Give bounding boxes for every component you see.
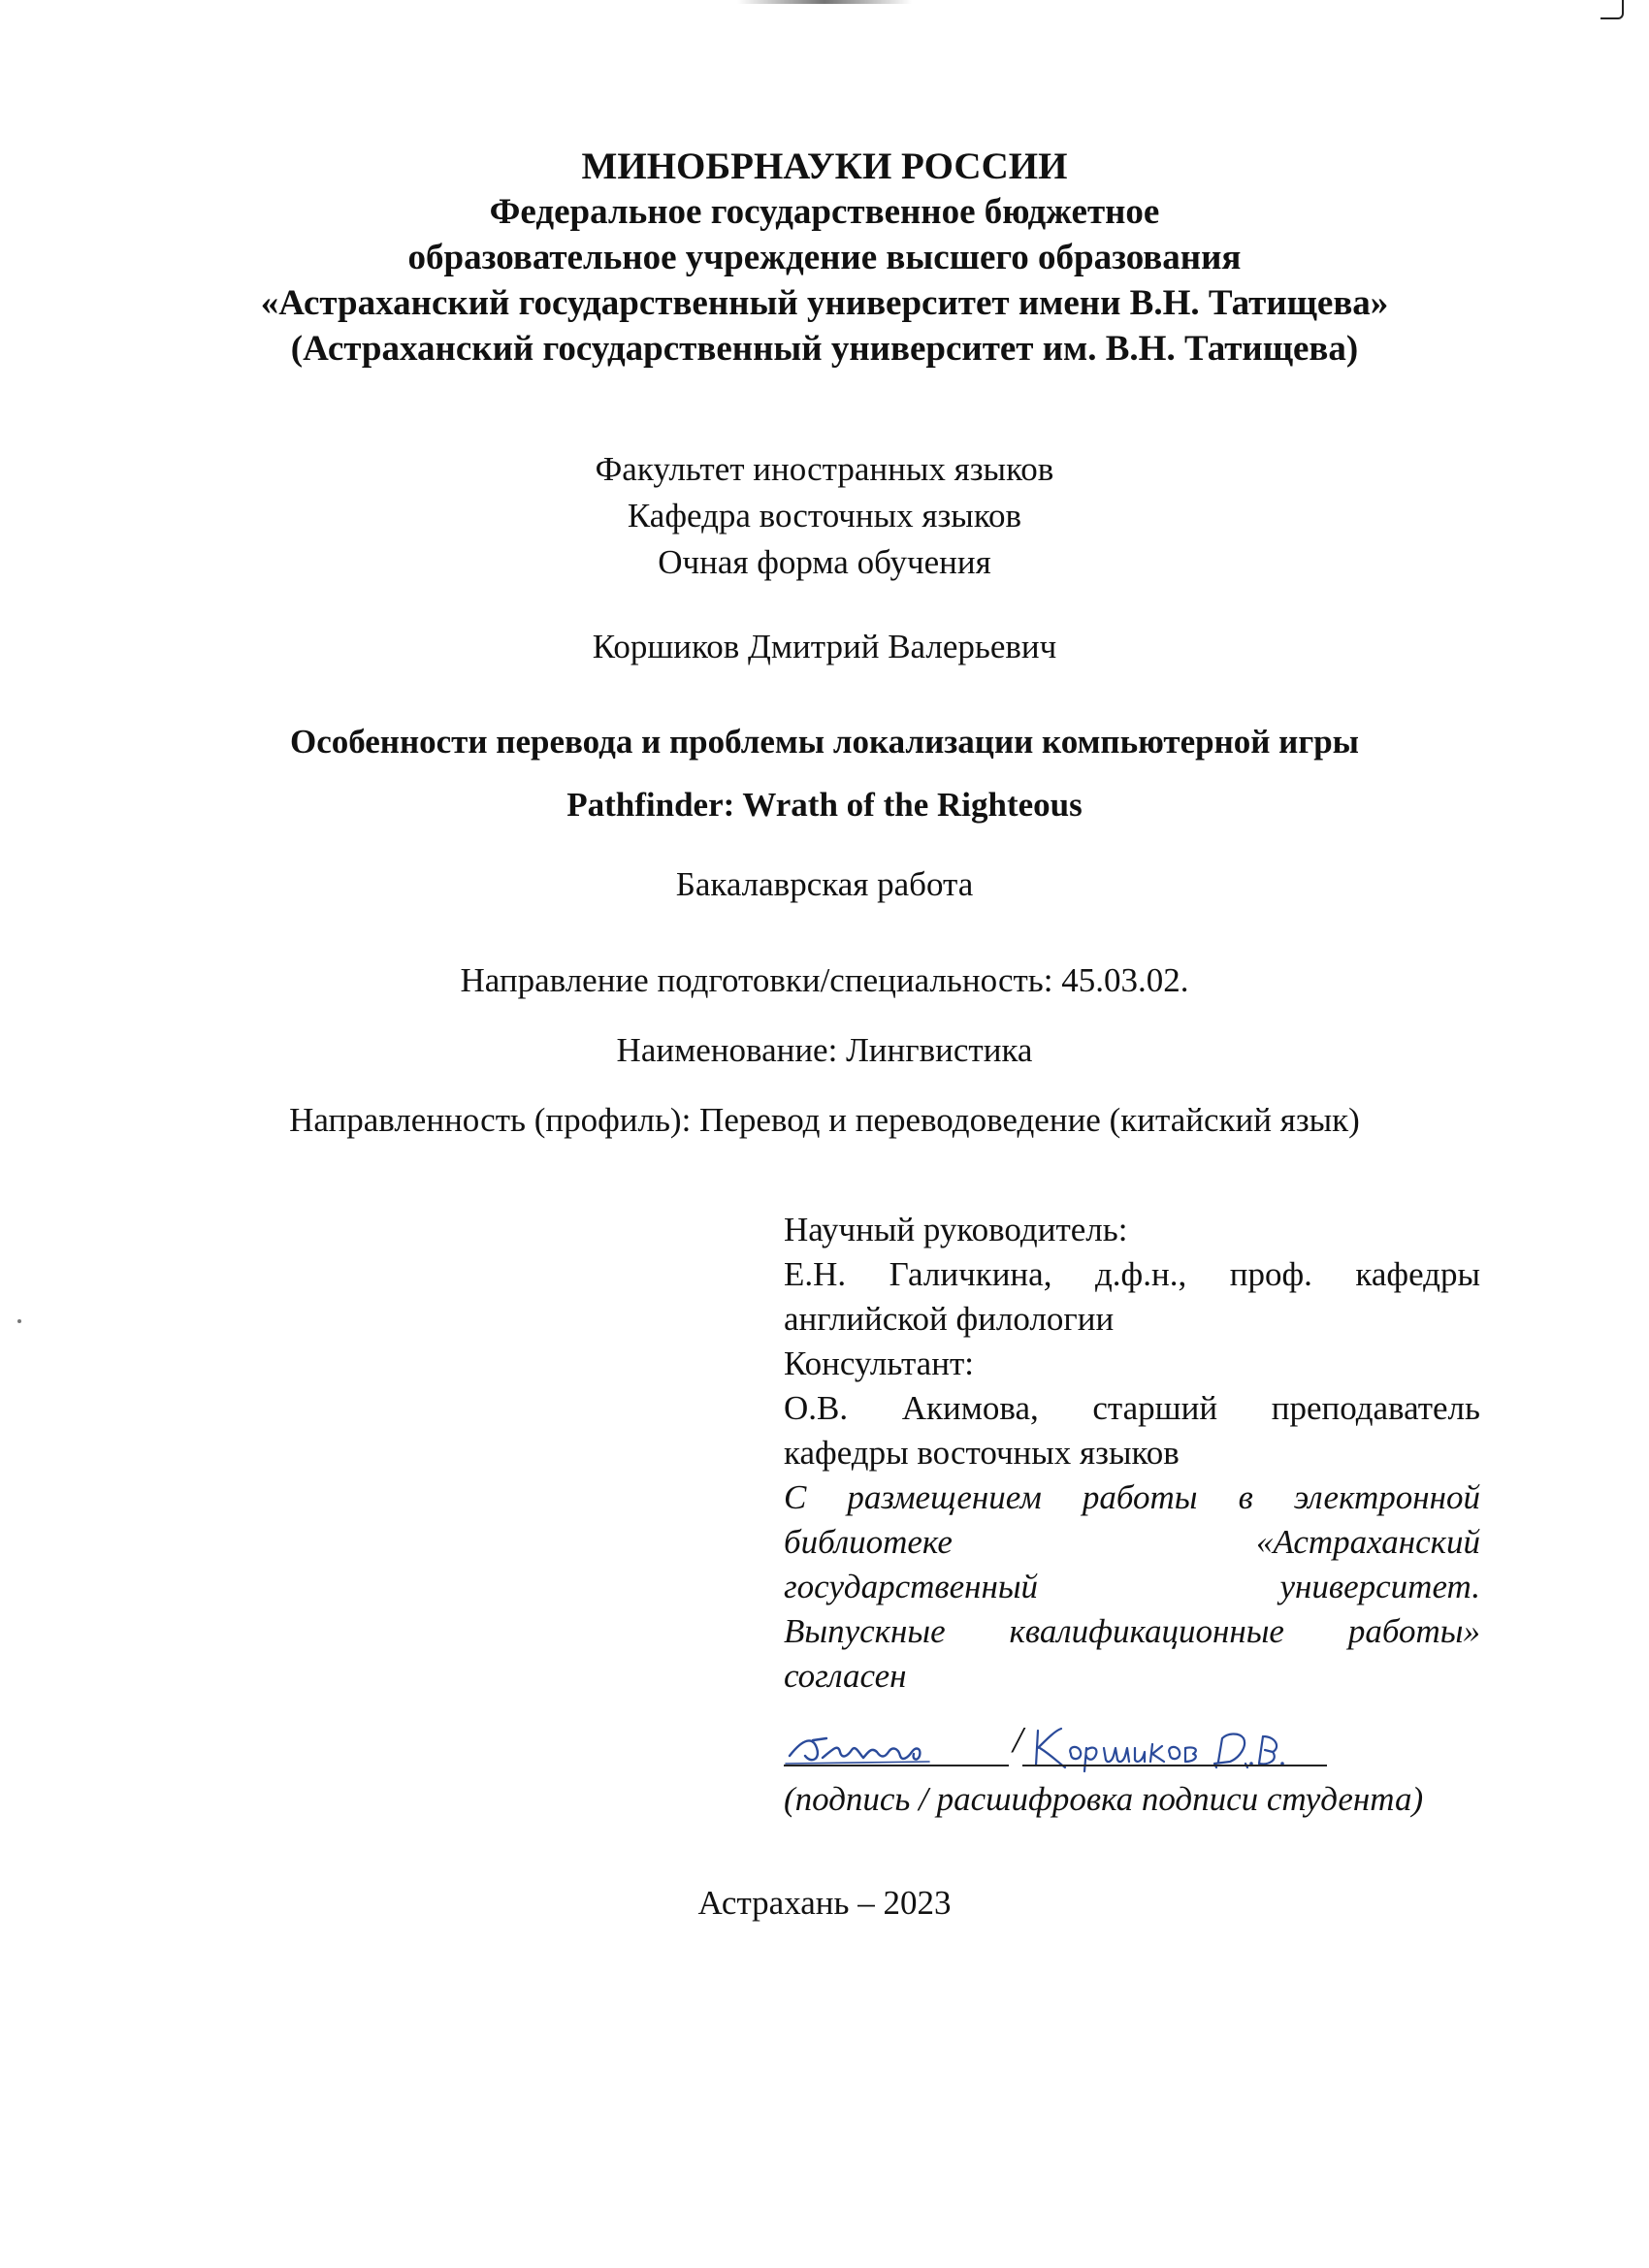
direction-block [0, 946, 1649, 1155]
signature-separator: / [1013, 1720, 1023, 1761]
specialty-profile: Направленность (профиль): Перевод и переводоведение (китайский язык) [289, 1101, 1360, 1139]
university-short-name: (Астраханский государственный университет им. В.Н. Татищева) [290, 329, 1359, 369]
consultant-department: кафедры восточных языков [784, 1434, 1180, 1472]
specialty-code: Направление подготовки/специальность: 45.03.02. [460, 961, 1189, 999]
consent-line-3: государственный университет. [784, 1568, 1480, 1605]
institution-level: образовательное учреждение высшего образования [407, 238, 1242, 277]
scan-edge-mark [737, 0, 912, 4]
author-name: Коршиков Дмитрий Валерьевич [592, 628, 1057, 665]
specialty-name: Наименование: Лингвистика [616, 1031, 1033, 1069]
consent-line-5: согласен [784, 1657, 907, 1695]
work-type: Бакалаврская работа [675, 865, 974, 903]
university-full-name: «Астраханский государственный университет имени В.Н. Татищева» [260, 283, 1389, 323]
scan-dust-dot [17, 1319, 21, 1323]
consent-line-2: библиотеке «Астраханский [784, 1523, 1480, 1561]
signature-decoding-underline [1022, 1765, 1327, 1766]
consent-line-4: Выпускные квалификационные работы» [784, 1612, 1480, 1650]
supervisor-label: Научный руководитель: [784, 1211, 1128, 1248]
faculty-name: Факультет иностранных языков [595, 450, 1054, 488]
signature-row [784, 1709, 1327, 1777]
ministry-name: МИНОБРНАУКИ РОССИИ [581, 146, 1068, 187]
department-name: Кафедра восточных языков [627, 497, 1022, 535]
header-block [0, 144, 1649, 372]
institution-type: Федеральное государственное бюджетное [489, 192, 1160, 232]
scan-corner-mark [1600, 0, 1624, 19]
thesis-title [0, 710, 1649, 836]
city-year: Астрахань – 2023 [697, 1884, 952, 1922]
consultant-label: Консультант: [784, 1345, 974, 1382]
thesis-title-line-1: Особенности перевода и проблемы локализации компьютерной игры [289, 723, 1360, 761]
consultant-name: О.В. Акимова, старший преподаватель [784, 1389, 1480, 1427]
supervisor-name: Е.Н. Галичкина, д.ф.н., проф. кафедры [784, 1255, 1480, 1293]
signature-decoding-handwriting [784, 1709, 1327, 1777]
thesis-title-line-2: Pathfinder: Wrath of the Righteous [566, 786, 1083, 824]
study-form: Очная форма обучения [658, 543, 991, 581]
consent-line-1: С размещением работы в электронной [784, 1478, 1480, 1516]
supervisor-department: английской филологии [784, 1300, 1115, 1338]
faculty-block [0, 446, 1649, 586]
supervisor-block [784, 1208, 1480, 1699]
signature-caption: (подпись / расшифровка подписи студента) [784, 1780, 1424, 1818]
